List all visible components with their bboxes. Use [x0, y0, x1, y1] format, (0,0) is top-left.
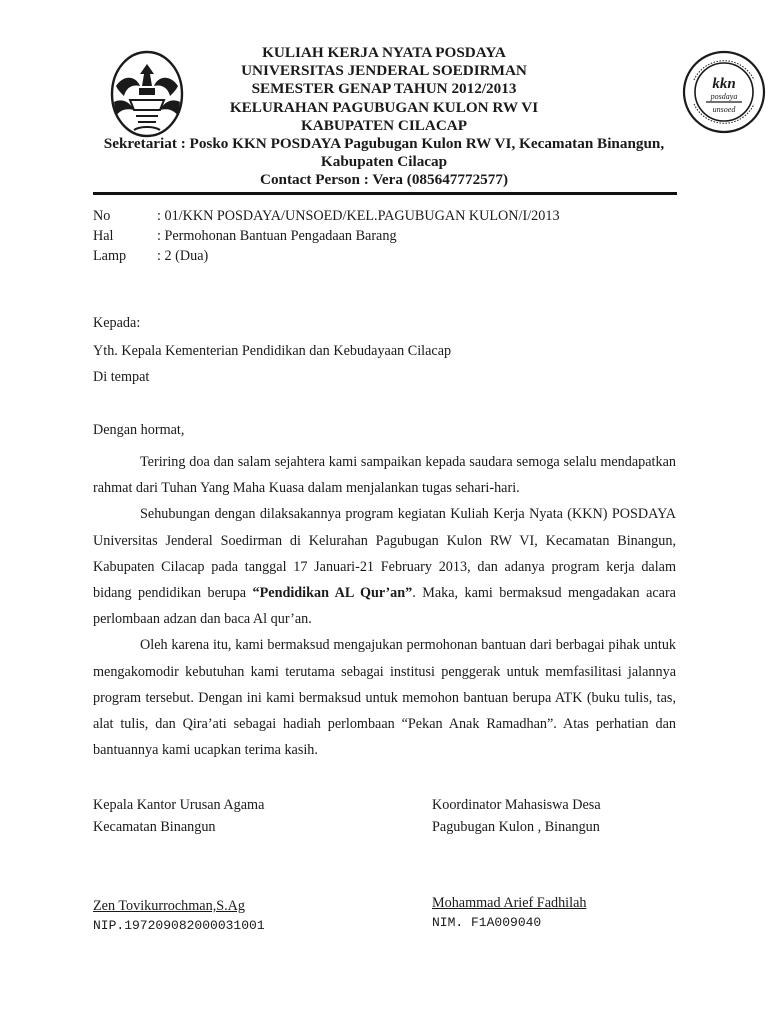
letterhead-line-1: KULIAH KERJA NYATA POSDAYA — [262, 44, 506, 61]
letterhead-regency: Kabupaten Cilacap — [320, 153, 448, 171]
letterhead — [100, 44, 668, 190]
recipient-kepada: Kepada: — [93, 315, 141, 331]
signature-right-id: NIM. F1A009040 — [432, 915, 542, 930]
paragraph-1: Teriring doa dan salam sejahtera kami sampaikan kepada saudara semoga selalu mendapatkan rahmat dari Tuhan Yang Maha Kuasa dalam menjalankan tugas sehari-hari. — [93, 454, 676, 497]
paragraph-3: Oleh karena itu, kami bermaksud mengajukan permohonan bantuan dari berbagai pihak untuk mengakomodir kebutuhan kami terutama sebagai institusi penggerak untuk memfasilitasi jalannya program tersebut. Dengan ini kami bermaksud untuk memohon bantuan berupa ATK (buku tulis, tas, alat tulis, dan Qira’ati sebagai hadiah perlombaan “Pekan Anak Ramadhan”. Atas perhatian dan bantuannya kami ucapkan terima kasih. — [93, 637, 676, 759]
reference-subject-label: Hal — [93, 228, 114, 244]
letterhead-divider — [93, 192, 677, 195]
reference-attachment-row — [93, 246, 208, 266]
reference-subject-row — [93, 226, 397, 246]
signature-left-title-1: Kepala Kantor Urusan Agama — [93, 797, 265, 813]
letterhead-contact: Contact Person : Vera (085647772577) — [259, 171, 509, 189]
reference-number-value: : 01/KKN POSDAYA/UNSOED/KEL.PAGUBUGAN KULON/I/2013 — [157, 208, 560, 224]
signature-right-title-1: Koordinator Mahasiswa Desa — [432, 797, 601, 813]
signature-right-name: Mohammad Arief Fadhilah — [432, 895, 587, 911]
recipient-place: Di tempat — [93, 369, 150, 385]
signature-right-block — [432, 894, 586, 932]
seal-unsoed-text: unsoed — [712, 105, 736, 114]
paragraph-2-text-a: Sehubungan dengan dilaksakannya program kegiatan Kuliah Kerja Nyata (KKN) POSDAYA Universitas Jenderal Soedirman di Kelurahan Pagubugan Kulon RW VI, Kecamatan Binangun, Kabupaten Cilacap pada tanggal 17 Januari-21 February 2013, dan adanya program kerja dalam bidang pendidikan berupa — [93, 506, 676, 602]
seal-kkn-text: kkn — [712, 76, 736, 92]
letterhead-line-2: UNIVERSITAS JENDERAL SOEDIRMAN — [241, 62, 527, 80]
reference-number-row — [93, 206, 560, 226]
paragraph-2-program-name: “Pendidikan AL Qur’an” — [252, 585, 413, 602]
kkn-posdaya-seal-icon — [682, 50, 766, 134]
letterhead-line-5: KABUPATEN CILACAP — [300, 116, 468, 134]
signature-left-id: NIP.197209082000031001 — [93, 918, 265, 933]
signature-right-title-2: Pagubugan Kulon , Binangun — [432, 819, 600, 835]
reference-number-label: No — [93, 208, 111, 224]
signature-left-name: Zen Tovikurrochman,S.Ag — [93, 898, 246, 914]
seal-posdaya-text: posdaya — [710, 92, 738, 101]
signature-left-block — [93, 897, 265, 935]
letterhead-line-4: KELURAHAN PAGUBUGAN KULON RW VI — [229, 98, 539, 116]
letterhead-line-3: SEMESTER GENAP TAHUN 2012/2013 — [251, 80, 517, 98]
reference-subject-value: : Permohonan Bantuan Pengadaan Barang — [157, 228, 397, 244]
paragraph-2 — [93, 501, 676, 632]
paragraph-2-text-b: . Maka, kami bermaksud mengadakan acara perlombaan adzan dan baca Al qur’an. — [93, 585, 676, 628]
signature-left-title-2: Kecamatan Binangun — [93, 819, 216, 835]
letter-body — [93, 449, 676, 763]
recipient-name: Yth. Kepala Kementerian Pendidikan dan Kebudayaan Cilacap — [93, 343, 452, 359]
reference-attachment-label: Lamp — [93, 248, 127, 264]
signature-left-title — [93, 794, 264, 838]
letterhead-secretariat: Sekretariat : Posko KKN POSDAYA Pagubugan Kulon RW VI, Kecamatan Binangun, — [103, 135, 665, 153]
greeting: Dengan hormat, — [93, 422, 185, 438]
signature-right-title — [432, 794, 601, 838]
reference-attachment-value: : 2 (Dua) — [157, 248, 209, 264]
